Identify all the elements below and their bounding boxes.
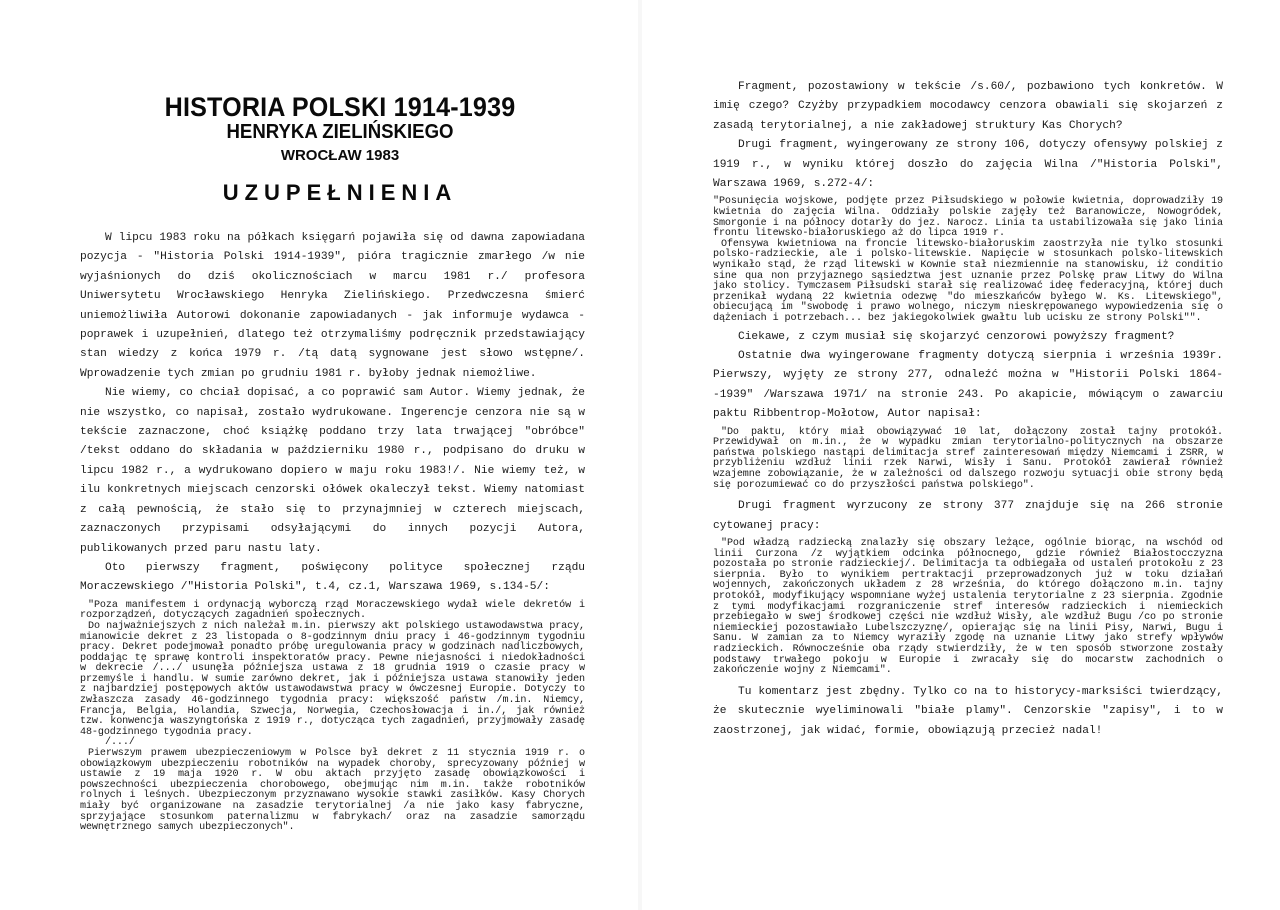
paragraph: Drugi fragment wyrzucony ze strony 377 znajduje się na 266 stronie cytowanej pracy: — [713, 500, 1223, 532]
paragraph: Drugi fragment, wyingerowany ze strony 106, dotyczy ofensywy polskiej z 1919 r., w wyniku której doszło do zajęcia Wilna /"Historia Polski", Warszawa 1969, s.272-4/: — [713, 139, 1223, 191]
quote-paragraph: Ofensywa kwietniowa na froncie litewsko-białoruskim zaostrzyła nie tylko stosunki polsko-radzieckie, ale i polsko-litewskie. Napięcie w stosunkach polsko-litewskich wynikało stąd, że rząd litewski w Kownie stał niezmiennie na stanowisku, iż conditio sine qua non przyjaznego sąsiedztwa jest uznanie przez Polskę praw Litwy do Wilna jako stolicy. Tymczasem Piłsudski starał się realizować ideę federacyjną, której duch przenikał wydaną 22 kwietnia odezwę "do mieszkańców byłego W. Ks. Litewskiego", obiecującą im "swobodę i prawo wolnego, niczym nieskrępowanego wypowiedzenia się o dążeniach i potrzebach... bez jakiegokolwiek gwałtu lub ucisku ze strony Polski"". — [713, 238, 1223, 324]
document-title: HISTORIA POLSKI 1914-1939 — [164, 92, 516, 122]
section-heading: UZUPEŁNIENIA — [222, 180, 458, 205]
quote-paragraph: "Posunięcia wojskowe, podjęte przez Piłsudskiego w połowie kwietnia, doprowadziły 19 kwietnia do zajęcia Wilna. Oddziały polskie zajęły też Baranowicze, Nowogródek, Smorgonie i na północy dotarły do jez. Narocz. Linia ta ustabilizowała się jako linia frontu litewsko-białoruskiego aż do lipca 1919 r. — [713, 196, 1223, 240]
quote-paragraph: "Pod władzą radziecką znalazły się obszary leżące, ogólnie biorąc, na wschód od linii Curzona /z wyjątkiem odcinka północnego, gdzie również Białostocczyzna pozostała po stronie radzieckiej/. Delimitacja ta odbiegała od ustaleń protokołu z 23 sierpnia. Było to wynikiem pertraktacji przeprowadzonych już w toku działań wojennych, zakończonych układem z 28 września, do którego dołączono m.in. tajny protokół, modyfikujący wspomniane wyżej ustalenia terytorialne z 23 sierpnia. Zgodnie z tymi modyfikacjami rozgraniczenie stref interesów radzieckich i niemieckich przebiegało w swej środkowej części nie wzdłuż Wisły, ale wzdłuż Bugu /co po stronie niemieckiej pozostawiało Lubelszczyznę/, opierając się na linii Pisy, Narwi, Bugu i Sanu. W zamian za to Niemcy wyraziły zgodę na uznanie Litwy jako strefy wpływów radzieckich. Równocześnie oba rządy stwierdziły, że w ten sposób stworzone zostały podstawy trwałego pokoju w Europie i zwracały się do mocarstw zachodnich o zakończenie wojny z Niemcami". — [713, 537, 1223, 677]
document-author: HENRYKA ZIELIŃSKIEGO — [226, 121, 454, 143]
paragraph: Tu komentarz jest zbędny. Tylko co na to historycy-marksiści twierdzący, że skutecznie wyeliminowali "białe plamy". Cenzorskie "zapisy", i to w zaostrzonej, jak widać, formie, obowiązują przecież nadal! — [713, 685, 1223, 737]
quote-ellipsis: /.../ — [105, 737, 135, 749]
quote-paragraph: Pierwszym prawem ubezpieczeniowym w Polsce był dekret z 11 stycznia 1919 r. o obowiązkowym ubezpieczeniu robotników na wypadek choroby, sprecyzowany później w ustawie z 19 maja 1920 r. W obu aktach przyjęto zasadę obowiązkowości i powszechności ubezpieczenia chorobowego, obejmując nim m.in. także robotników rolnych i leśnych. Ubezpieczonym przyznawano wysokie stawki zasiłków. Kasy Chorych miały być organizowane na zasadzie terytorialnej /a nie jako kasy fabryczne, sprzyjające stosunkom paternalizmu w fabrykach/ oraz na zasadzie samorządu wewnętrznego samych ubezpieczonych". — [80, 748, 585, 834]
paragraph: Ciekawe, z czym musiał się skojarzyć cenzorowi powyższy fragment? — [738, 330, 1175, 343]
quote-paragraph: "Poza manifestem i ordynacją wyborczą rząd Moraczewskiego wydał wiele dekretów i rozporządzeń, dotyczących zagadnień społecznych. — [80, 599, 585, 622]
paragraph: W lipcu 1983 roku na półkach księgarń pojawiła się od dawna zapowiadana pozycja - "Historia Polski 1914-1939", pióra tragicznie zmarłego /w nie wyjaśnionych do dziś okolicznościach w marcu 1981 r./ profesora Uniwersytetu Wrocławskiego Henryka Zielińskiego. Przedwczesna śmierć uniemożliwiła Autorowi dokonanie zapowiadanych - jak informuje wydawca - poprawek i uzupełnień, dlatego też otrzymaliśmy podręcznik przedstawiający stan wiedzy z końca 1979 r. /tą datą sygnowane jest słowo wstępne/. Wprowadzenie tych zmian po grudniu 1981 r. byłoby jednak niemożliwe. — [80, 232, 585, 380]
right-page — [640, 0, 1280, 910]
document-place-year: WROCŁAW 1983 — [280, 147, 400, 164]
paragraph: Fragment, pozostawiony w tekście /s.60/, pozbawiono tych konkretów. W imię czego? Czyżby przypadkiem mocodawcy cenzora obawiali się skojarzeń z zasadą terytorialnej, a nie zakładowej struktury Kas Chorych? — [713, 81, 1223, 132]
left-body-text — [80, 229, 585, 834]
right-body-text — [713, 78, 1223, 741]
paragraph: Ostatnie dwa wyingerowane fragmenty dotyczą sierpnia i września 1939r. Pierwszy, wyjęty ze strony 277, odnaleźć można w "Historii Polski 1864--1939" /Warszawa 1971/ na stronie 243. Po akapicie, mówiącym o zawarciu paktu Ribbentrop-Mołotow, Autor napisał: — [713, 349, 1223, 421]
quote-paragraph: Do najważniejszych z nich należał m.in. pierwszy akt polskiego ustawodawstwa pracy, mianowicie dekret z 23 listopada o 8-godzinnym dniu pracy i 46-godzinnym tygodniu pracy. Dekret podejmował ponadto próbę uregulowania pracy w godzinach nadliczbowych, poddając tę sprawę kontroli inspektoratów pracy. Pewne niejasności i niedokładności w dekrecie /.../ usunęła późniejsza ustawa z 18 grudnia 1919 o czasie pracy w przemyśle i handlu. W sumie zarówno dekret, jak i późniejsza ustawa stanowiły jeden z najbardziej postępowych aktów ustawodawstwa pracy w ówczesnej Europie. Dotyczy to zwłaszcza zasady 46-godzinnego tygodnia pracy: większość państw /m.in. Niemcy, Francja, Belgia, Holandia, Szwecja, Norwegia, Czechosłowacja i in./, jak również tzw. konwencja waszyngtońska z 1919 r., dotycząca tych zagadnień, przyjmowały zasadę 48-godzinnego tygodnia pracy. — [80, 620, 585, 738]
paragraph: Oto pierwszy fragment, poświęcony polityce społecznej rządu Moraczewskiego /"Historia Polski", t.4, cz.1, Warszawa 1969, s.134-5/: — [80, 561, 585, 594]
quote-paragraph: "Do paktu, który miał obowiązywać 10 lat, dołączony został tajny protokół. Przewidywał on m.in., że w wypadku zmian terytorialno-politycznych na obszarze państwa polskiego nastąpi delimitacja stref zainteresowań między Niemcami i ZSRR, w przybliżeniu wzdłuż linii rzek Narwi, Wisły i Sanu. Protokół zawierał również wzajemne zobowiązanie, że w zależności od dalszego rozwoju sytuacji obie strony będą się porozumiewać co do przyszłości państwa polskiego". — [713, 426, 1223, 491]
paragraph: Nie wiemy, co chciał dopisać, a co poprawić sam Autor. Wiemy jednak, że nie wszystko, co napisał, zostało wydrukowane. Ingerencje cenzora nie są w tekście zaznaczone, choć książkę poddano trzy lata trwającej "obróbce" /tekst oddano do składania w październiku 1980 r., podpisano do druku w lipcu 1982 r., a wydrukowano dopiero w maju roku 1983!/. Nie wiemy też, w ilu konkretnych miejscach cenzorski ołówek okaleczył tekst. Wiemy natomiast z całą pewnością, że stało się to przynajmniej w czterech miejscach, zaznaczonych przypisami odsyłającymi do innych pozycji Autora, publikowanych przed paru nastu laty. — [80, 387, 585, 555]
